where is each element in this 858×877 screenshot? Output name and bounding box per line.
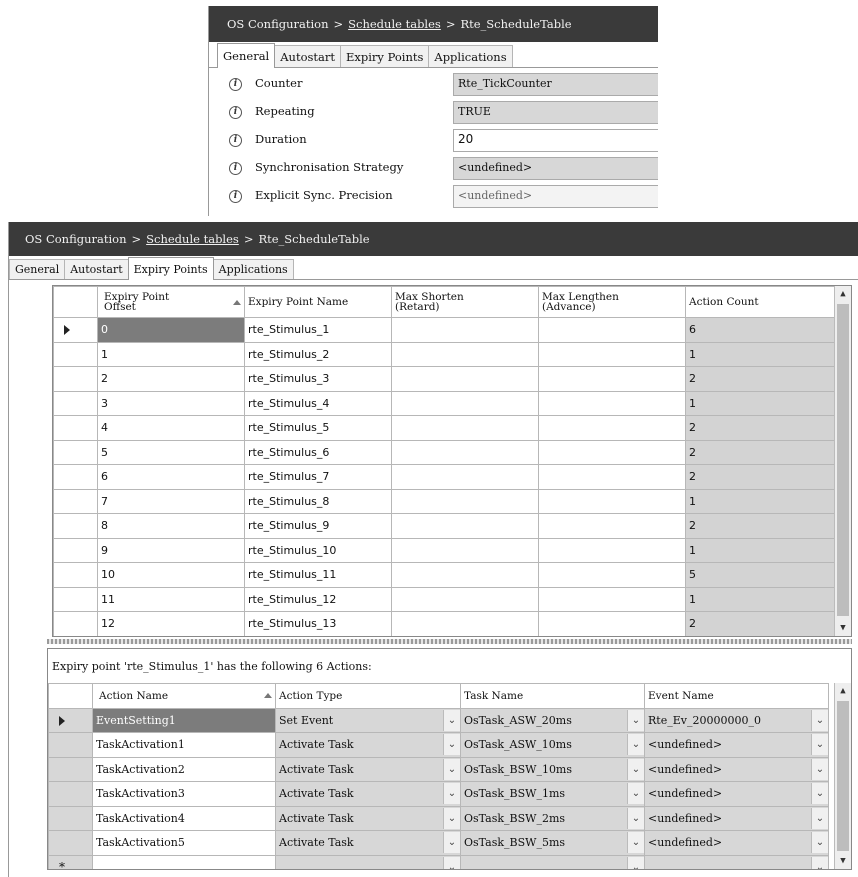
scroll-up-icon[interactable]: ▲	[840, 686, 846, 696]
dropdown-arrow-icon[interactable]: ⌄	[627, 710, 644, 731]
dropdown-arrow-icon[interactable]: ⌄	[443, 783, 460, 804]
dropdown-arrow-icon[interactable]: ⌄	[811, 734, 828, 755]
row-header[interactable]	[54, 612, 98, 637]
cell-name[interactable]: rte_Stimulus_11	[245, 563, 392, 588]
cell-task-name[interactable]	[461, 782, 645, 807]
cell-max-lengthen[interactable]	[539, 342, 686, 367]
breadcrumb-separator: >	[131, 232, 142, 246]
table-row[interactable]	[54, 416, 836, 441]
row-header[interactable]	[49, 782, 93, 807]
table-row[interactable]	[54, 465, 836, 490]
table-row[interactable]	[54, 367, 836, 392]
cell-max-shorten[interactable]	[392, 587, 539, 612]
cell-offset[interactable]: 12	[98, 612, 245, 637]
column-header-offset[interactable]	[98, 287, 245, 318]
column-header-max-lengthen-line1: Max Lengthen	[542, 291, 619, 303]
dropdown-arrow-icon[interactable]: ⌄	[627, 783, 644, 804]
sync-precision-field: <undefined>	[453, 185, 658, 208]
dropdown-arrow-icon[interactable]: ⌄	[811, 857, 828, 871]
cell-event-name[interactable]	[645, 806, 829, 831]
cell-offset[interactable]: 8	[98, 514, 245, 539]
cell-action-type[interactable]	[276, 806, 461, 831]
cell-action-count: 1	[686, 538, 836, 563]
cell-action-name[interactable]: EventSetting1	[93, 708, 276, 733]
event-name-value: Rte_Ev_20000000_0	[648, 713, 761, 727]
cell-name[interactable]: rte_Stimulus_12	[245, 587, 392, 612]
cell-task-name[interactable]	[461, 733, 645, 758]
column-header-action-type[interactable]: Action Type	[276, 684, 461, 709]
cell-task-name-new[interactable]	[461, 855, 645, 870]
row-header[interactable]	[54, 489, 98, 514]
row-header[interactable]	[54, 367, 98, 392]
cell-action-type-new[interactable]	[276, 855, 461, 870]
cell-action-name[interactable]: TaskActivation2	[93, 757, 276, 782]
cell-offset[interactable]: 7	[98, 489, 245, 514]
property-row-sync-strategy	[209, 156, 658, 184]
expiry-points-panel	[8, 222, 858, 877]
column-header-max-shorten-line1: Max Shorten	[395, 291, 464, 303]
cell-action-count: 2	[686, 367, 836, 392]
cell-max-shorten[interactable]	[392, 367, 539, 392]
cell-max-lengthen[interactable]	[539, 514, 686, 539]
event-name-value: <undefined>	[648, 811, 723, 825]
breadcrumb	[209, 6, 658, 42]
action-type-value: Set Event	[279, 713, 334, 727]
dropdown-arrow-icon[interactable]: ⌄	[627, 734, 644, 755]
table-row[interactable]	[54, 440, 836, 465]
scroll-down-icon[interactable]: ▼	[840, 623, 846, 633]
task-name-value: OsTask_BSW_2ms	[464, 811, 566, 825]
row-header[interactable]	[49, 733, 93, 758]
cell-event-name[interactable]	[645, 831, 829, 856]
repeating-field[interactable]: TRUE	[453, 101, 658, 124]
row-header[interactable]	[54, 587, 98, 612]
table-row[interactable]	[54, 563, 836, 588]
cell-name[interactable]: rte_Stimulus_10	[245, 538, 392, 563]
tab-expiry-points[interactable]: Expiry Points	[340, 45, 429, 67]
action-type-value: Activate Task	[279, 762, 354, 776]
cell-name[interactable]: rte_Stimulus_3	[245, 367, 392, 392]
tab-expiry-points[interactable]: Expiry Points	[128, 257, 214, 280]
cell-max-lengthen[interactable]	[539, 391, 686, 416]
table-row[interactable]	[54, 489, 836, 514]
property-row-sync-precision	[209, 184, 658, 212]
cell-offset[interactable]: 4	[98, 416, 245, 441]
row-header[interactable]	[54, 563, 98, 588]
cell-offset[interactable]: 9	[98, 538, 245, 563]
column-header-offset-line1: Expiry Point	[104, 291, 170, 303]
cell-task-name[interactable]	[461, 708, 645, 733]
table-row[interactable]	[49, 757, 829, 782]
property-row-repeating	[209, 100, 658, 128]
cell-name[interactable]: rte_Stimulus_9	[245, 514, 392, 539]
duration-input[interactable]: 20	[453, 129, 658, 152]
event-name-value: <undefined>	[648, 762, 723, 776]
cell-action-count: 1	[686, 489, 836, 514]
cell-max-shorten[interactable]	[392, 514, 539, 539]
cell-action-count: 1	[686, 391, 836, 416]
cell-action-name[interactable]: TaskActivation1	[93, 733, 276, 758]
dropdown-arrow-icon[interactable]: ⌄	[443, 808, 460, 829]
task-name-value: OsTask_BSW_1ms	[464, 787, 566, 801]
sync-precision-label: Explicit Sync. Precision	[255, 188, 393, 202]
row-header[interactable]	[54, 538, 98, 563]
info-icon[interactable]: i	[229, 106, 242, 119]
tab-bar	[9, 256, 858, 280]
sort-ascending-icon	[233, 300, 241, 305]
actions-grid	[48, 683, 836, 870]
breadcrumb-os-configuration: OS Configuration	[25, 232, 127, 246]
info-icon[interactable]: i	[229, 162, 242, 175]
table-row[interactable]	[49, 782, 829, 807]
table-row[interactable]	[49, 806, 829, 831]
column-header-action-name-label: Action Name	[99, 689, 169, 702]
cell-max-lengthen[interactable]	[539, 563, 686, 588]
dropdown-arrow-icon[interactable]: ⌄	[627, 857, 644, 871]
tab-general[interactable]: General	[9, 259, 65, 279]
dropdown-arrow-icon[interactable]: ⌄	[627, 832, 644, 853]
cell-action-count: 1	[686, 342, 836, 367]
breadcrumb-current: Rte_ScheduleTable	[460, 17, 572, 31]
pane-splitter[interactable]	[47, 639, 852, 644]
actions-header-row	[49, 684, 829, 709]
current-row-arrow-icon	[59, 716, 65, 726]
cell-max-lengthen[interactable]	[539, 440, 686, 465]
column-header-task-name[interactable]: Task Name	[461, 684, 645, 709]
table-row[interactable]	[54, 342, 836, 367]
dropdown-arrow-icon[interactable]: ⌄	[811, 808, 828, 829]
cell-name[interactable]: rte_Stimulus_6	[245, 440, 392, 465]
row-header-corner	[54, 287, 98, 318]
expiry-points-table	[53, 286, 836, 637]
cell-action-count: 2	[686, 416, 836, 441]
row-header[interactable]	[54, 416, 98, 441]
info-icon[interactable]: i	[229, 134, 242, 147]
cell-event-name[interactable]	[645, 782, 829, 807]
cell-offset[interactable]: 10	[98, 563, 245, 588]
cell-task-name[interactable]	[461, 806, 645, 831]
table-row[interactable]	[54, 612, 836, 637]
cell-max-shorten[interactable]	[392, 538, 539, 563]
cell-action-count: 5	[686, 563, 836, 588]
cell-offset[interactable]: 3	[98, 391, 245, 416]
counter-field[interactable]: Rte_TickCounter	[453, 73, 658, 96]
row-header[interactable]	[54, 342, 98, 367]
row-header[interactable]	[49, 757, 93, 782]
tab-general[interactable]: General	[217, 43, 275, 68]
cell-max-shorten[interactable]	[392, 391, 539, 416]
cell-name[interactable]: rte_Stimulus_13	[245, 612, 392, 637]
new-row-header[interactable]	[49, 855, 93, 870]
cell-action-name[interactable]: TaskActivation4	[93, 806, 276, 831]
column-header-event-name[interactable]: Event Name	[645, 684, 829, 709]
table-row[interactable]	[49, 831, 829, 856]
current-row-arrow-icon	[64, 325, 70, 335]
cell-max-lengthen[interactable]	[539, 489, 686, 514]
action-type-value: Activate Task	[279, 787, 354, 801]
actions-table	[48, 683, 829, 870]
cell-action-count: 6	[686, 318, 836, 343]
breadcrumb-schedule-tables-link[interactable]: Schedule tables	[348, 17, 441, 31]
property-row-duration	[209, 128, 658, 156]
action-type-value: Activate Task	[279, 836, 354, 850]
cell-max-lengthen[interactable]	[539, 465, 686, 490]
cell-task-name[interactable]	[461, 831, 645, 856]
expiry-points-grid	[52, 285, 852, 637]
property-row-counter	[209, 72, 658, 100]
scroll-down-icon[interactable]: ▼	[840, 856, 846, 866]
task-name-value: OsTask_BSW_10ms	[464, 762, 573, 776]
dropdown-arrow-icon[interactable]: ⌄	[443, 734, 460, 755]
tab-applications[interactable]: Applications	[428, 45, 512, 67]
info-icon[interactable]: i	[229, 190, 242, 203]
table-row[interactable]	[54, 538, 836, 563]
cell-max-shorten[interactable]	[392, 563, 539, 588]
cell-max-shorten[interactable]	[392, 440, 539, 465]
task-name-value: OsTask_ASW_10ms	[464, 738, 572, 752]
scroll-up-icon[interactable]: ▲	[840, 289, 846, 299]
row-header[interactable]	[54, 440, 98, 465]
actions-scrollbar[interactable]	[834, 683, 851, 869]
dropdown-arrow-icon[interactable]: ⌄	[627, 808, 644, 829]
tab-bar	[209, 42, 658, 68]
cell-name[interactable]: rte_Stimulus_7	[245, 465, 392, 490]
actions-pane	[47, 648, 852, 870]
breadcrumb-current: Rte_ScheduleTable	[258, 232, 370, 246]
breadcrumb	[9, 222, 858, 256]
column-header-max-lengthen-line2: (Advance)	[542, 301, 596, 313]
row-header[interactable]	[49, 831, 93, 856]
dropdown-arrow-icon[interactable]: ⌄	[443, 759, 460, 780]
table-row[interactable]	[54, 514, 836, 539]
repeating-label: Repeating	[255, 104, 315, 118]
task-name-value: OsTask_BSW_5ms	[464, 836, 566, 850]
dropdown-arrow-icon[interactable]: ⌄	[811, 832, 828, 853]
event-name-value: <undefined>	[648, 738, 723, 752]
cell-max-shorten[interactable]	[392, 465, 539, 490]
cell-action-type[interactable]	[276, 733, 461, 758]
cell-max-lengthen[interactable]	[539, 318, 686, 343]
scrollbar-thumb[interactable]	[837, 304, 849, 616]
new-row[interactable]	[49, 855, 829, 870]
event-name-value: <undefined>	[648, 787, 723, 801]
row-header-corner	[49, 684, 93, 709]
cell-offset[interactable]: 11	[98, 587, 245, 612]
breadcrumb-separator: >	[333, 17, 344, 31]
column-header-max-shorten[interactable]	[392, 287, 539, 318]
table-row[interactable]	[54, 391, 836, 416]
cell-name[interactable]: rte_Stimulus_5	[245, 416, 392, 441]
table-row[interactable]	[49, 708, 829, 733]
cell-name[interactable]: rte_Stimulus_1	[245, 318, 392, 343]
cell-offset[interactable]: 1	[98, 342, 245, 367]
table-row[interactable]	[54, 587, 836, 612]
dropdown-arrow-icon[interactable]: ⌄	[811, 710, 828, 731]
dropdown-arrow-icon[interactable]: ⌄	[811, 783, 828, 804]
cell-offset[interactable]: 0	[98, 318, 245, 343]
cell-action-count: 1	[686, 587, 836, 612]
sync-strategy-label: Synchronisation Strategy	[255, 160, 404, 174]
info-icon[interactable]: i	[229, 78, 242, 91]
cell-action-count: 2	[686, 514, 836, 539]
column-header-name[interactable]: Expiry Point Name	[245, 287, 392, 318]
breadcrumb-separator: >	[445, 17, 456, 31]
expiry-points-scrollbar[interactable]	[834, 286, 851, 636]
cell-event-name[interactable]	[645, 733, 829, 758]
sync-strategy-field[interactable]: <undefined>	[453, 157, 658, 180]
cell-action-name[interactable]: TaskActivation5	[93, 831, 276, 856]
tab-applications[interactable]: Applications	[213, 259, 294, 279]
event-name-value: <undefined>	[648, 836, 723, 850]
cell-max-shorten[interactable]	[392, 612, 539, 637]
cell-max-shorten[interactable]	[392, 416, 539, 441]
task-name-value: OsTask_ASW_20ms	[464, 713, 572, 727]
cell-name[interactable]: rte_Stimulus_8	[245, 489, 392, 514]
counter-label: Counter	[255, 76, 303, 90]
tab-autostart[interactable]: Autostart	[274, 45, 341, 67]
cell-event-name-new[interactable]	[645, 855, 829, 870]
row-header[interactable]	[54, 465, 98, 490]
dropdown-arrow-icon[interactable]: ⌄	[443, 857, 460, 871]
cell-max-shorten[interactable]	[392, 489, 539, 514]
breadcrumb-separator: >	[243, 232, 254, 246]
cell-action-count: 2	[686, 465, 836, 490]
cell-offset[interactable]: 5	[98, 440, 245, 465]
column-header-action-count[interactable]: Action Count	[686, 287, 836, 318]
cell-action-count: 2	[686, 612, 836, 637]
cell-name[interactable]: rte_Stimulus_4	[245, 391, 392, 416]
table-row[interactable]	[54, 318, 836, 343]
cell-event-name[interactable]	[645, 708, 829, 733]
action-type-value: Activate Task	[279, 811, 354, 825]
cell-task-name[interactable]	[461, 757, 645, 782]
cell-max-lengthen[interactable]	[539, 416, 686, 441]
sort-ascending-icon	[264, 693, 272, 698]
column-header-action-name[interactable]	[93, 684, 276, 709]
cell-max-shorten[interactable]	[392, 318, 539, 343]
row-header[interactable]	[54, 514, 98, 539]
scrollbar-thumb[interactable]	[837, 701, 849, 851]
cell-action-type[interactable]	[276, 757, 461, 782]
tab-autostart[interactable]: Autostart	[64, 259, 128, 279]
cell-event-name[interactable]	[645, 757, 829, 782]
cell-max-shorten[interactable]	[392, 342, 539, 367]
column-header-max-lengthen[interactable]	[539, 287, 686, 318]
cell-action-count: 2	[686, 440, 836, 465]
row-header[interactable]	[54, 391, 98, 416]
breadcrumb-os-configuration: OS Configuration	[227, 17, 329, 31]
cell-max-lengthen[interactable]	[539, 538, 686, 563]
row-header-current[interactable]	[54, 318, 98, 343]
dropdown-arrow-icon[interactable]: ⌄	[811, 759, 828, 780]
cell-max-lengthen[interactable]	[539, 587, 686, 612]
cell-offset[interactable]: 2	[98, 367, 245, 392]
cell-action-type[interactable]	[276, 708, 461, 733]
action-type-value: Activate Task	[279, 738, 354, 752]
new-row-star-icon: *	[59, 859, 65, 870]
cell-action-name-new[interactable]	[93, 855, 276, 870]
dropdown-arrow-icon[interactable]: ⌄	[443, 710, 460, 731]
general-config-panel	[208, 6, 658, 216]
cell-offset[interactable]: 6	[98, 465, 245, 490]
actions-caption: Expiry point 'rte_Stimulus_1' has the following 6 Actions:	[52, 660, 372, 673]
row-header-current[interactable]	[49, 708, 93, 733]
cell-max-lengthen[interactable]	[539, 367, 686, 392]
cell-action-type[interactable]	[276, 782, 461, 807]
column-header-offset-line2: Offset	[104, 301, 136, 313]
dropdown-arrow-icon[interactable]: ⌄	[627, 759, 644, 780]
row-header[interactable]	[49, 806, 93, 831]
table-row[interactable]	[49, 733, 829, 758]
cell-name[interactable]: rte_Stimulus_2	[245, 342, 392, 367]
column-header-max-shorten-line2: (Retard)	[395, 301, 440, 313]
cell-max-lengthen[interactable]	[539, 612, 686, 637]
dropdown-arrow-icon[interactable]: ⌄	[443, 832, 460, 853]
cell-action-type[interactable]	[276, 831, 461, 856]
duration-label: Duration	[255, 132, 307, 146]
expiry-points-header-row	[54, 287, 836, 318]
breadcrumb-schedule-tables-link[interactable]: Schedule tables	[146, 232, 239, 246]
cell-action-name[interactable]: TaskActivation3	[93, 782, 276, 807]
